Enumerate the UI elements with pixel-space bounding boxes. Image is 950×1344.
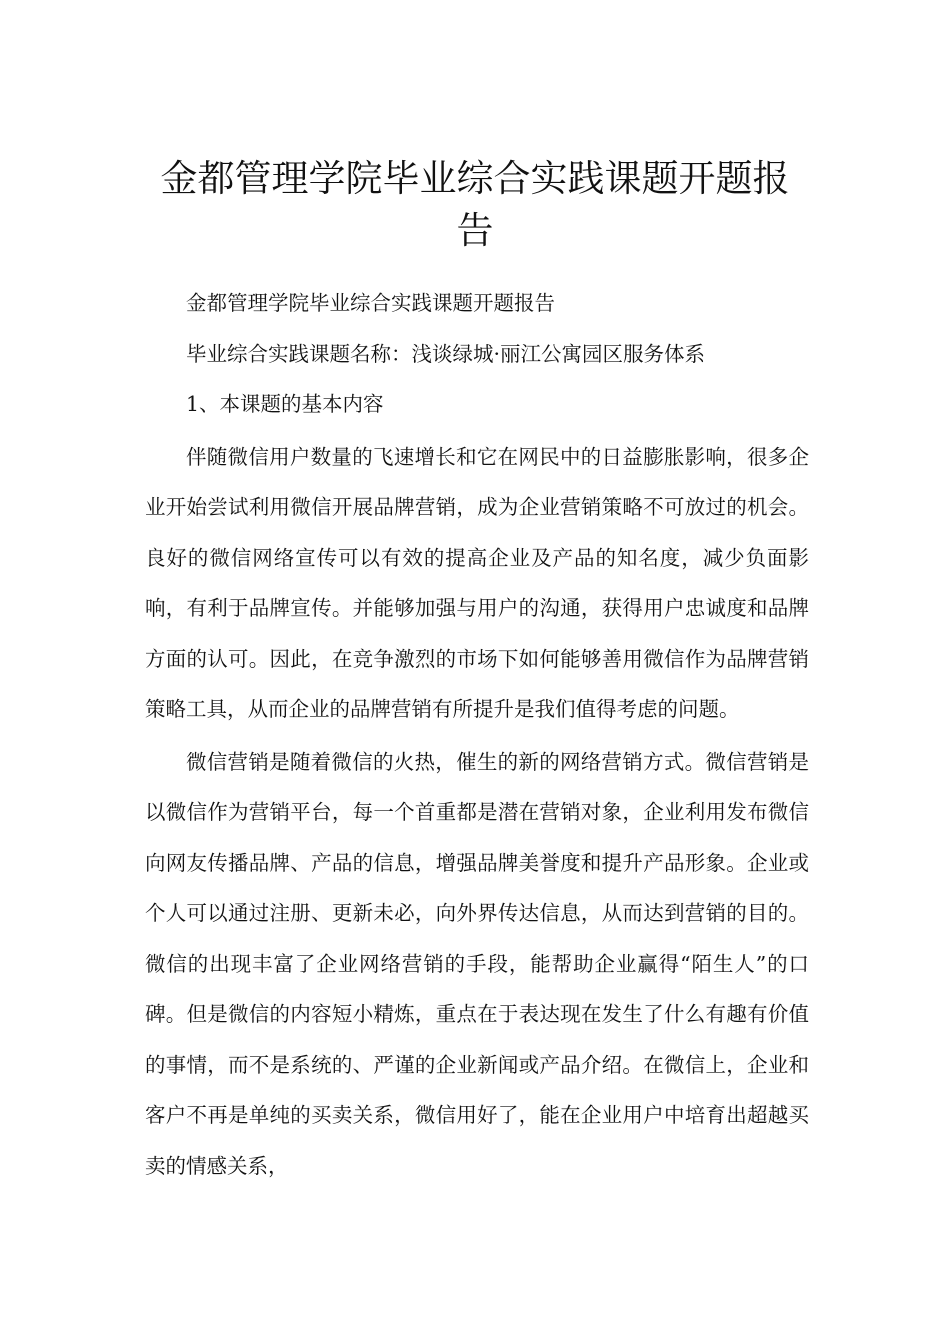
section-heading: 1、本课题的基本内容 bbox=[186, 392, 384, 416]
document-title bbox=[120, 153, 830, 257]
subtitle-paragraph: 金都管理学院毕业综合实践课题开题报告 bbox=[186, 291, 555, 315]
body-paragraph: 微信营销是随着微信的火热，催生的新的网络营销方式。微信营销是以微信作为营销平台，每一个首重都是潜在营销对象，企业利用发布微信向网友传播品牌、产品的信息，增强品牌美誉度和提升产品形象。企业或个人可以通过注册、更新未必，向外界传达信息，从而达到营销的目的。微信的出现丰富了企业网络营销的手段，能帮助企业赢得“陌生人”的口碑。但是微信的内容短小精炼，重点在于表达现在发生了什么有趣有价值的事情，而不是系统的、严谨的企业新闻或产品介绍。在微信上，企业和客户不再是单纯的买卖关系，微信用好了，能在企业用户中培育出超越买卖的情感关系， bbox=[145, 749, 809, 1178]
document-body bbox=[145, 278, 809, 1191]
document-title-line-1: 金都管理学院毕业综合实践课题开题报 bbox=[160, 156, 790, 200]
body-paragraph: 伴随微信用户数量的飞速增长和它在网民中的日益膨胀影响，很多企业开始尝试利用微信开展品牌营销，成为企业营销策略不可放过的机会。良好的微信网络宣传可以有效的提高企业及产品的知名度，减少负面影响，有利于品牌宣传。并能够加强与用户的沟通，获得用户忠诚度和品牌方面的认可。因此，在竞争激烈的市场下如何能够善用微信作为品牌营销策略工具，从而企业的品牌营销有所提升是我们值得考虑的问题。 bbox=[145, 444, 809, 721]
document-title-line-2: 告 bbox=[456, 208, 494, 252]
topic-name-paragraph: 毕业综合实践课题名称：浅谈绿城·丽江公寓园区服务体系 bbox=[186, 341, 706, 366]
